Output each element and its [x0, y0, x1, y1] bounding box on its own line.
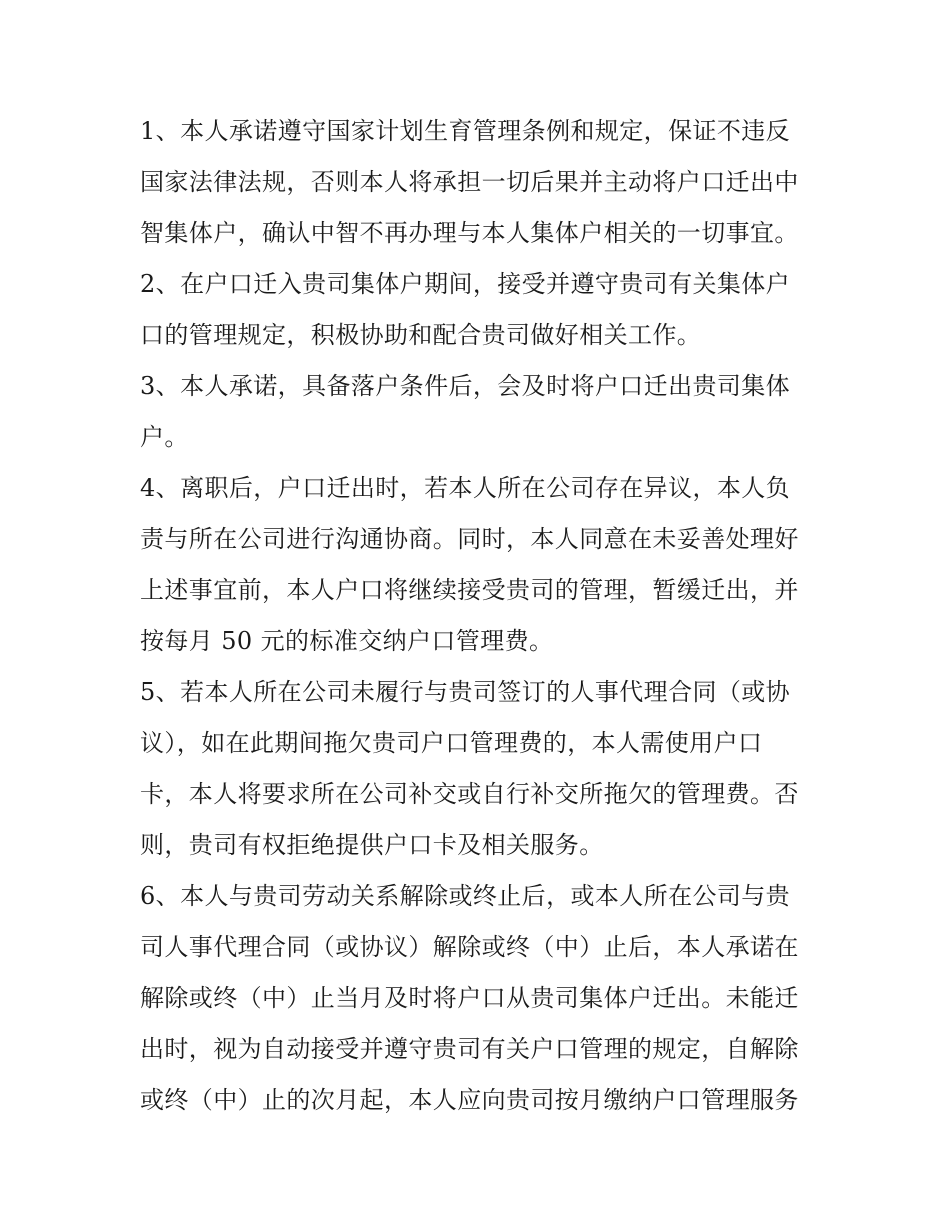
clause-4-line-1: 4、离职后，户口迁出时，若本人所在公司存在异议，本人负: [140, 474, 791, 502]
clause-5-line-4: 则，贵司有权拒绝提供户口卡及相关服务。: [140, 831, 604, 859]
clause-4-line-2: 责与所在公司进行沟通协商。同时，本人同意在未妥善处理好: [140, 525, 799, 553]
clause-1-line-3: 智集体户，确认中智不再办理与本人集体户相关的一切事宜。: [140, 219, 799, 247]
clause-3-line-2: 户。: [140, 423, 189, 451]
clause-6-line-2: 司人事代理合同（或协议）解除或终（中）止后，本人承诺在: [140, 933, 799, 961]
clause-5-line-2: 议），如在此期间拖欠贵司户口管理费的，本人需使用户口: [140, 729, 763, 757]
clause-6-line-1: 6、本人与贵司劳动关系解除或终止后，或本人所在公司与贵: [140, 882, 791, 910]
clause-1-line-2: 国家法律法规，否则本人将承担一切后果并主动将户口迁出中: [140, 168, 799, 196]
clause-6-line-4: 出时，视为自动接受并遵守贵司有关户口管理的规定，自解除: [140, 1035, 799, 1063]
clause-4-line-4: 按每月 50 元的标准交纳户口管理费。: [140, 627, 554, 655]
clause-1-line-1: 1、本人承诺遵守国家计划生育管理条例和规定，保证不违反: [140, 117, 791, 145]
clause-4-line-3: 上述事宜前，本人户口将继续接受贵司的管理，暂缓迁出，并: [140, 576, 799, 604]
clause-5-line-3: 卡，本人将要求所在公司补交或自行补交所拖欠的管理费。否: [140, 780, 799, 808]
clause-3-line-1: 3、本人承诺，具备落户条件后，会及时将户口迁出贵司集体: [140, 372, 791, 400]
clause-6-line-5: 或终（中）止的次月起，本人应向贵司按月缴纳户口管理服务: [140, 1086, 799, 1114]
clause-5-line-1: 5、若本人所在公司未履行与贵司签订的人事代理合同（或协: [140, 678, 791, 706]
clause-2-line-2: 口的管理规定，积极协助和配合贵司做好相关工作。: [140, 321, 702, 349]
clause-2-line-1: 2、在户口迁入贵司集体户期间，接受并遵守贵司有关集体户: [140, 270, 791, 298]
clause-6-line-3: 解除或终（中）止当月及时将户口从贵司集体户迁出。未能迁: [140, 984, 799, 1012]
document-body: [140, 106, 820, 1126]
